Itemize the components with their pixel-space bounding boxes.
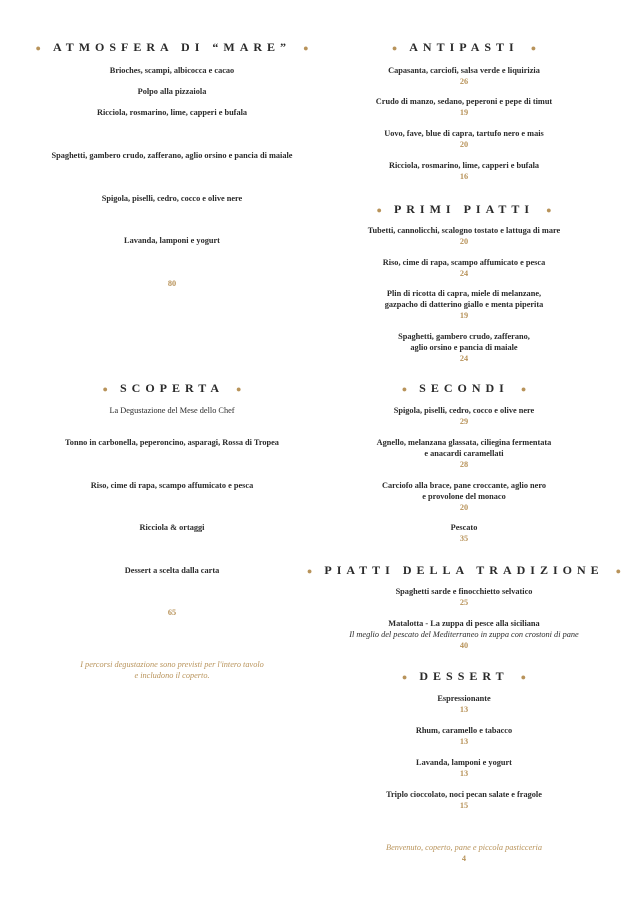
note-line: I percorsi degustazione sono previsti per l'intero tavolo [80,660,264,669]
section-title: DESSERT [419,669,509,683]
price: 29 [459,417,469,426]
price: 13 [459,705,469,714]
menu-item [309,522,619,544]
item-name: Spigola, piselli, cedro, cocco e olive nere [393,406,535,415]
item-name: Plin di ricotta di capra, miele di melanzane, [386,289,542,298]
price: 19 [459,108,469,117]
menu-item: Dessert a scelta dalla carta [124,566,220,575]
menu-item: Spaghetti, gambero crudo, zafferano, aglio orsino e pancia di maiale [51,151,293,160]
menu-item: Ricciola, rosmarino, lime, capperi e bufala [96,108,248,117]
price: 20 [459,503,469,512]
item-name: Pescato [450,523,478,532]
menu-item [309,225,619,247]
section-header-atmosfera [17,40,327,55]
section-title: PRIMI PIATTI [393,202,535,216]
menu-item [309,96,619,118]
item-name: Tubetti, cannolicchi, scalogno tostato e lattuga di mare [367,226,561,235]
dot-icon: ● [401,384,408,395]
item-name: e provolone del monaco [422,492,506,501]
section-title: ATMOSFERA DI “MARE” [52,40,292,54]
dot-icon: ● [401,672,408,683]
price: 20 [459,140,469,149]
menu-item [309,480,619,513]
price: 13 [459,769,469,778]
item-name: Carciofo alla brace, pane croccante, aglio nero [381,481,547,490]
price: 35 [459,534,469,543]
menu-item [309,725,619,747]
dot-icon: ● [391,43,398,54]
dot-icon: ● [102,384,108,395]
section-header-antipasti [309,40,619,55]
price: 80 [167,279,177,288]
item-description: Il meglio del pescato del Mediterraneo in zuppa con crostoni di pane [349,630,579,639]
price: 4 [461,854,467,863]
section-title: ANTIPASTI [409,40,519,54]
menu-item: Lavanda, lamponi e yogurt [124,236,220,245]
menu-item [309,437,619,470]
dot-icon: ● [306,566,313,577]
price: 25 [459,598,469,607]
item-name: e anacardi caramellati [424,449,504,458]
item-name: Spaghetti sarde e finocchietto selvatico [395,587,533,596]
menu-item [309,757,619,779]
menu-item [309,405,619,427]
price: 40 [459,641,469,650]
item-name: Lavanda, lamponi e yogurt [416,758,512,767]
dot-icon: ● [530,43,537,54]
item-name: Agnello, melanzana glassata, ciliegina fermentata [376,438,552,447]
item-name: aglio orsino e pancia di maiale [410,343,518,352]
price: 16 [459,172,469,181]
note-line: Benvenuto, coperto, pane e piccola pasticceria [386,843,542,852]
menu-item: Tonno in carbonella, peperoncino, asparagi, Rossa di Tropea [65,438,279,447]
item-name: gazpacho di datterino giallo e menta piperita [384,300,544,309]
section-header-tradizione [279,563,640,578]
dot-icon: ● [520,672,527,683]
section-title: SECONDI [419,381,509,395]
menu-item: Ricciola & ortaggi [139,523,205,532]
section-header-scoperta [17,381,327,396]
dot-icon: ● [35,43,41,54]
menu-item [309,288,619,321]
dot-icon: ● [520,384,527,395]
menu-item [289,618,639,651]
price: 24 [459,269,469,278]
item-name: Uovo, fave, blue di capra, tartufo nero e mais [384,129,544,138]
item-name: Matalotta - La zuppa di pesce alla siciliana [388,619,540,628]
price: 15 [459,801,469,810]
section-title: PIATTI DELLA TRADIZIONE [324,563,604,577]
item-name: Ricciola, rosmarino, lime, capperi e bufala [388,161,540,170]
menu-item: Polpo alla pizzaiola [137,87,207,96]
dot-icon: ● [303,43,309,54]
section-title: SCOPERTA [119,381,225,395]
menu-item [309,586,619,608]
price: 65 [167,608,177,617]
menu-item [309,160,619,182]
price: 20 [459,237,469,246]
item-name: Rhum, caramello e tabacco [415,726,513,735]
menu-item [309,128,619,150]
menu-item [309,257,619,279]
section-subtitle: La Degustazione del Mese dello Chef [109,406,235,415]
item-name: Triplo cioccolato, noci pecan salate e fragole [386,790,542,799]
menu-item [309,693,619,715]
item-name: Espressionante [437,694,491,703]
menu-item [309,331,619,364]
price: 28 [459,460,469,469]
item-name: Crudo di manzo, sedano, peperoni e pepe di timut [375,97,553,106]
menu-item: Spigola, piselli, cedro, cocco e olive nere [101,194,243,203]
price: 19 [459,311,469,320]
section-header-dessert [309,669,619,684]
price: 13 [459,737,469,746]
dot-icon: ● [546,205,552,216]
menu-item: Riso, cime di rapa, scampo affumicato e pesca [90,481,254,490]
dot-icon: ● [615,566,622,577]
note-line: e includono il coperto. [134,671,210,680]
item-name: Spaghetti, gambero crudo, zafferano, [398,332,530,341]
section-header-secondi [309,381,619,396]
menu-item: Brioches, scampi, albicocca e cacao [109,66,235,75]
dot-icon: ● [236,384,242,395]
menu-item [309,65,619,87]
price: 26 [459,77,469,86]
item-name: Capasanta, carciofi, salsa verde e liquirizia [388,66,540,75]
dot-icon: ● [376,205,382,216]
cover-charge-note [309,842,619,864]
section-header-primi [309,202,619,217]
menu-item [309,789,619,811]
tasting-note [17,659,327,681]
item-name: Riso, cime di rapa, scampo affumicato e pesca [382,258,546,267]
price: 24 [459,354,469,363]
